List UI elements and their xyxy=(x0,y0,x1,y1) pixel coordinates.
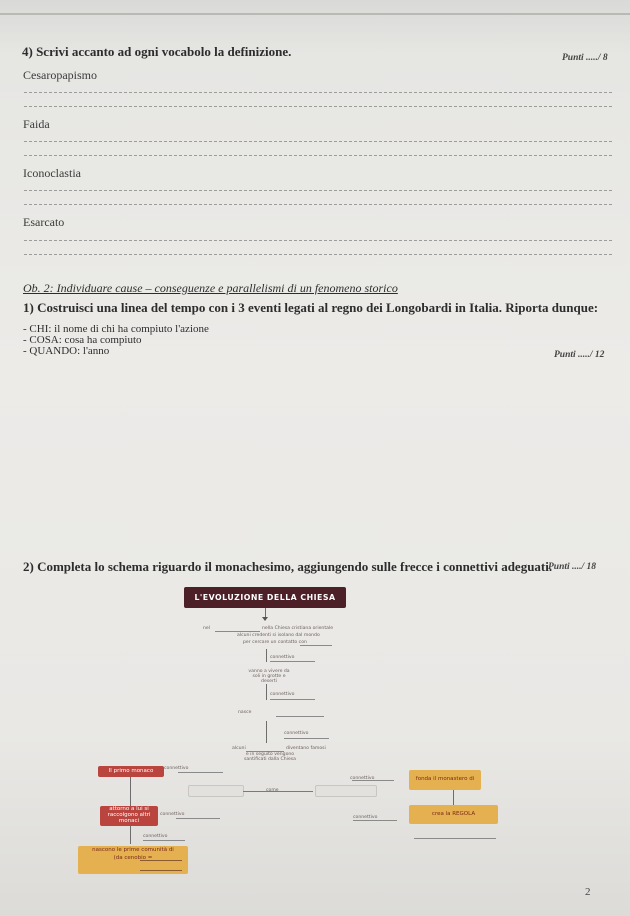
connector-label: connettivo xyxy=(164,766,189,771)
arrow xyxy=(453,790,454,805)
connector-label: connettivo xyxy=(270,655,295,660)
ex1-item-quando: - QUANDO: l'anno xyxy=(23,345,110,357)
term-cesaropapismo: Cesaropapismo xyxy=(23,68,97,82)
connector-label: connettivo xyxy=(350,776,375,781)
blank-field[interactable] xyxy=(140,860,182,861)
diagram-text: alcuni xyxy=(232,746,246,751)
blank-field[interactable] xyxy=(276,716,324,717)
community-text-2: (da cenobio = xyxy=(113,854,153,861)
answer-line[interactable] xyxy=(24,254,612,255)
page-top-edge xyxy=(0,13,630,15)
monks-gather-box: attorno a lui si raccolgono altri monaci xyxy=(100,806,158,826)
ex1-item-chi: - CHI: il nome di chi ha compiuto l'azione xyxy=(23,323,209,335)
diagram-text: nella Chiesa cristiana orientale xyxy=(262,626,334,631)
blank-field[interactable] xyxy=(414,838,496,839)
answer-line[interactable] xyxy=(24,106,612,107)
connector-label: connettivo xyxy=(143,834,168,839)
connector-blank[interactable] xyxy=(176,818,220,819)
ex4-title: 4) Scrivi accanto ad ogni vocabolo la definizione. xyxy=(22,44,292,59)
answer-line[interactable] xyxy=(24,240,612,241)
connector-blank[interactable] xyxy=(353,820,397,821)
answer-line[interactable] xyxy=(24,92,612,93)
diagram-text: nel xyxy=(203,626,211,631)
arrow xyxy=(130,777,131,807)
diagram-text: alcuni credenti si isolano dal mondo xyxy=(237,633,320,638)
rule-box: crea la REGOLA xyxy=(409,805,498,824)
community-text: nascono le prime comunità di xyxy=(92,847,174,853)
connector-blank[interactable] xyxy=(143,840,185,841)
blank-field[interactable] xyxy=(140,870,182,871)
arrow xyxy=(130,826,131,844)
answer-line[interactable] xyxy=(24,190,612,191)
diagram-text: e in seguito vengono santificati dalla Chiesa xyxy=(244,752,296,763)
diagram-title: L'EVOLUZIONE DELLA CHIESA xyxy=(184,587,346,608)
ex1-score: Punti ...../ 12 xyxy=(554,350,605,360)
page-number: 2 xyxy=(585,886,591,898)
ex1-title: 1) Costruisci una linea del tempo con i 3 eventi legati al regno dei Longobardi in Italia. Riporta dunque: xyxy=(23,300,599,315)
ex2-score: Punti ..../ 18 xyxy=(548,562,597,572)
connector-label: connettivo xyxy=(284,731,309,736)
connector-label: connettivo xyxy=(353,815,378,820)
objective-heading: Ob. 2: Individuare cause – conseguenze e parallelismi di un fenomeno storico xyxy=(23,281,398,295)
connector-blank[interactable] xyxy=(284,738,329,739)
blank-field[interactable] xyxy=(300,645,332,646)
answer-line[interactable] xyxy=(24,155,612,156)
diagram-text: nasce xyxy=(238,710,252,715)
arrow xyxy=(266,684,267,700)
term-faida: Faida xyxy=(23,117,50,131)
answer-line[interactable] xyxy=(24,204,612,205)
monastery-box: fonda il monastero di xyxy=(409,770,481,790)
arrow-head xyxy=(262,617,268,621)
term-iconoclastia: Iconoclastia xyxy=(23,166,81,180)
ex4-score: Punti ...../ 8 xyxy=(562,53,608,63)
diagram-text: diventano famosi xyxy=(286,746,326,751)
ex2-title: 2) Completa lo schema riguardo il monachesimo, aggiungendo sulle frecce i connettivi adeguati. xyxy=(23,559,553,574)
answer-box[interactable] xyxy=(315,785,377,797)
diagram-text: vanno a vivere da soli in grotte e deserti xyxy=(248,669,290,685)
answer-line[interactable] xyxy=(24,141,612,142)
connector-blank[interactable] xyxy=(352,780,394,781)
connector-blank[interactable] xyxy=(270,699,315,700)
diagram-text: per cercare un contatto con xyxy=(243,640,307,645)
ex1-item-cosa: - COSA: cosa ha compiuto xyxy=(23,334,142,346)
first-monk-box: Il primo monaco xyxy=(98,766,164,777)
connector-label: connettivo xyxy=(270,692,295,697)
connector-blank[interactable] xyxy=(270,661,315,662)
connector-blank[interactable] xyxy=(178,772,223,773)
arrow xyxy=(266,721,267,743)
arrow xyxy=(243,791,313,792)
connector-label: connettivo xyxy=(160,812,185,817)
blank-field[interactable] xyxy=(215,631,260,632)
answer-box[interactable] xyxy=(188,785,244,797)
term-esarcato: Esarcato xyxy=(23,215,65,229)
arrow xyxy=(266,649,267,662)
